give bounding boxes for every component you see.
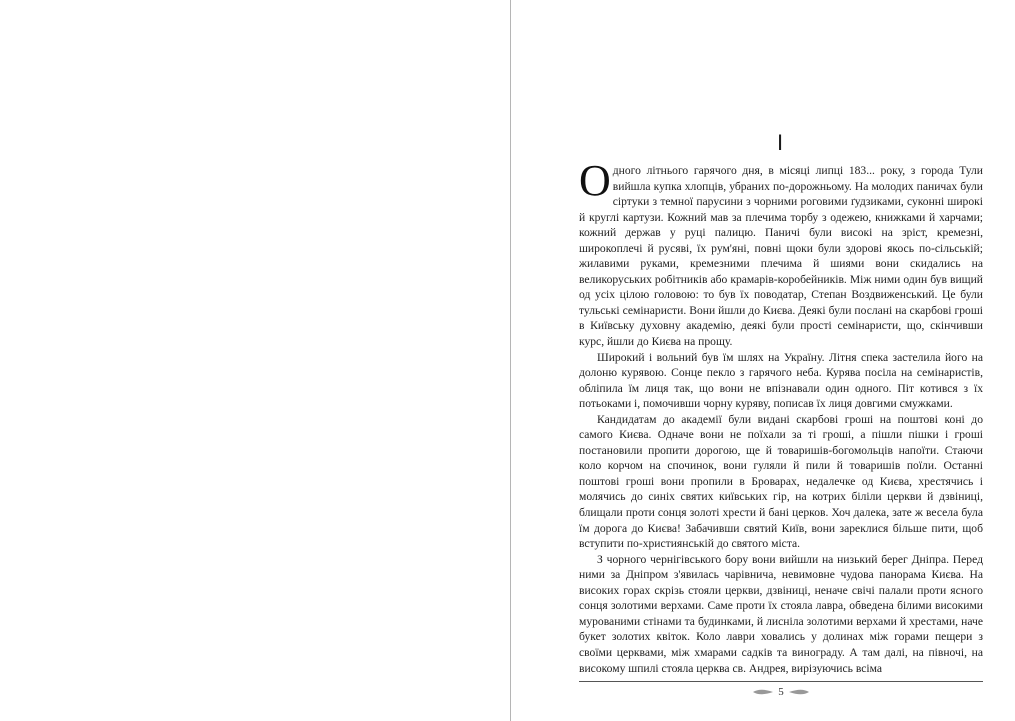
paragraph-1: [579, 156, 983, 350]
footer-rule: [579, 681, 983, 682]
paragraph-4: З чорного чернігівського бору вони вийшли на низький берег Дніпра. Перед ними за Дніпром з'явилась чарівнича, невимовне чудова панорама Києва. На високих горах скрізь стояли церкви, дзвіниці, неначе свічі палали проти ясного сонця золотими верхами. Саме проти їх стояла лавра, обведена білими високими мурованими стінами та будинками, й лисніла золотими верхами й хрестами, наче букет золотих квіток. Коло лаври ховались у долинах між горами пещери з своїми церквами, між хмарами садків та винограду. А там далі, на півночі, на високому шпилі стояла церква св. Андрея, вирізуючись всіма: [579, 552, 983, 675]
paragraph-2: Широкий і вольний був їм шлях на Україну. Літня спека застелила його на долоню курявою. Сонце пекло з гарячого неба. Курява посіла на семінаристів, обліпила їм лиця так, що вони не впізнавали один одного. Піт котився з їх потьоками і, помочивши чорну куряву, пописав їх лиця довгими смужками.: [579, 350, 983, 411]
paragraph-1-text: дного літнього гарячого дня, в місяці липці 183... року, з города Тули вийшла купка хлопців, убраних по-дорожньому. На молодих паничах були сіртуки з темної парусини з чорними роговими ґудзиками, суконні широкі й круглі картузи. Кожний мав за плечима торбу з одежею, книжками й харчами; кожний держав у руці палицю. Паничі були високі на зріст, кремезні, широкоплечі й русяві, їх рум'яні, повні щоки були здорові якось по-сільській; жилавими руками, кремезними плечима й шиями вони скидались на великоруських робітників або крамарів-коробейників. Між ними один був вищий од усіх цілою головою: то був їх поводатар, Степан Воздвиженський. Це були тульські семінаристи. Вони йшли до Києва. Деякі були послані на скарбові гроші в Київську духовну академію, деякі були прості семінаристи, що, скінчивши курс, йшли до Києва на прощу.: [579, 164, 983, 349]
page-number: 5: [778, 686, 784, 698]
chapter-number: I: [776, 130, 784, 155]
page-folio: [746, 685, 816, 699]
drop-cap: О: [579, 156, 611, 205]
left-flourish-icon: [752, 689, 774, 695]
right-flourish-icon: [788, 689, 810, 695]
body-text: [579, 156, 983, 676]
paragraph-3: Кандидатам до академії були видані скарбові гроші на поштові коні до самого Києва. Одначе вони не поїхали за ті гроші, а пішли пішки і гроші постановили пропити дорогою, ще й товаришів-богомольців напоїти. Стаючи коло корчом на спочинок, вони гуляли й пили й товаришів поїли. Останні поштові гроші вони пропили в Броварах, недалечке од Києва, хрестячись і молячись до синіх святих київських гір, на котрих біліли церкви й дзвіниці, блищали проти сонця золоті хрести й бані церков. Хоч далека, зате ж весела була їм дорога до Києва! Забачивши святий Київ, вони зареклися більше пити, щоб вступити по-християнській до святого міста.: [579, 412, 983, 551]
